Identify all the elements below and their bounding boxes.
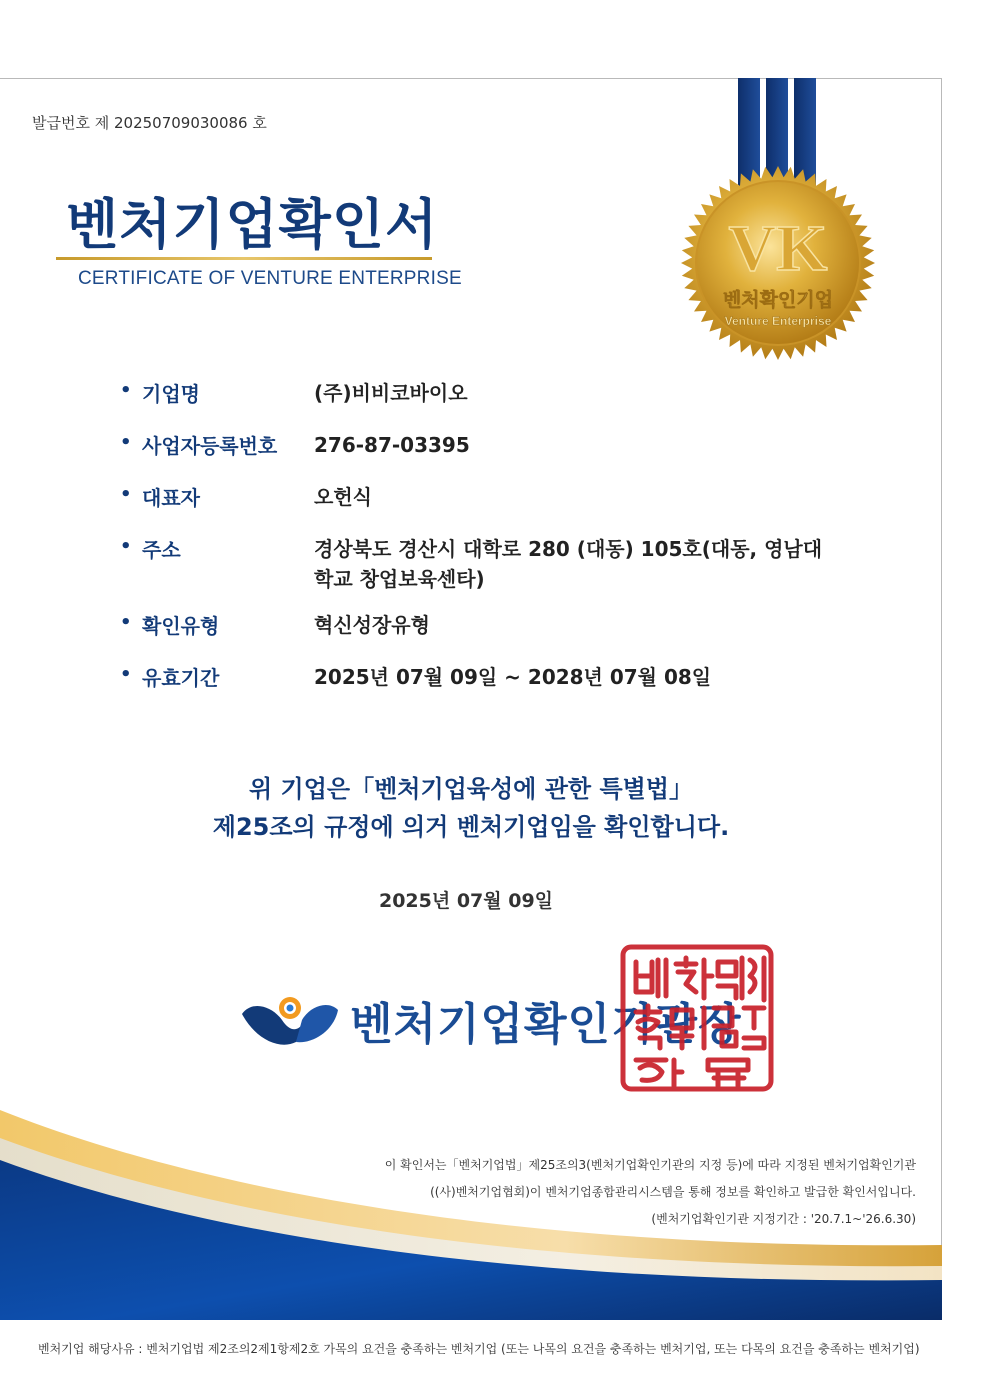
field-representative [120,482,880,512]
field-value: 276-87-03395 [314,433,470,457]
medal-label-ko: 벤처확인기업 [722,289,834,311]
note-line-2: ((사)벤처기업협회)이 벤처기업종합관리시스템을 통해 정보를 확인하고 발급한 확인서입니다. [430,1185,916,1199]
statement-line-2: 제25조의 규정에 의거 벤처기업임을 확인합니다. [212,813,730,841]
bullet: • [120,664,132,685]
bullet: • [120,612,132,633]
field-label: 유효기간 [142,666,220,690]
field-label: 기업명 [142,382,200,406]
issue-number: 발급번호 제 20250709030086 호 [32,114,267,132]
certificate-title: 벤처기업확인서 [66,193,439,256]
venture-medal-icon [678,78,878,368]
footer-reason: 벤처기업 해당사유 : 벤처기업법 제2조의2제1항제2호 가목의 요건을 충족하는 벤처기업 (또는 나목의 요건을 충족하는 벤처기업, 또는 다목의 요건을 충족하는 벤처기업) [38,1342,920,1356]
field-value: 2025년 07월 09일 ~ 2028년 07월 08일 [314,665,712,689]
field-label: 확인유형 [142,614,220,638]
field-value: (주)비비코바이오 [314,381,468,405]
field-label: 주소 [142,538,181,562]
field-value: 오헌식 [314,485,372,509]
issuer-logo-icon [238,990,342,1048]
field-company-name [120,378,880,408]
field-address [120,534,880,594]
certificate-subtitle: CERTIFICATE OF VENTURE ENTERPRISE [78,268,462,289]
field-value: 혁신성장유형 [314,613,430,637]
confirmation-statement [0,770,942,846]
field-label: 사업자등록번호 [142,434,278,458]
field-value: 경상북도 경산시 대학로 280 (대동) 105호(대동, 영남대 학교 창업보육센타) [314,537,823,591]
note-line-1: 이 확인서는「벤처기업법」제25조의3(벤처기업확인기관의 지정 등)에 따라 지정된 벤처기업확인기관 [384,1158,916,1172]
bullet: • [120,484,132,505]
official-seal-icon [618,942,776,1094]
bullet: • [120,432,132,453]
medal-mark: VK [728,212,828,285]
field-confirmation-type [120,610,880,640]
issue-date: 2025년 07월 09일 [378,890,554,912]
statement-line-1: 위 기업은「벤처기업육성에 관한 특별법」 [248,775,693,803]
issuer-name: 벤처기업확인기관장 [350,999,742,1050]
title-underline [56,257,432,260]
field-label: 대표자 [142,486,200,510]
bullet: • [120,380,132,401]
field-validity-period [120,662,880,692]
note-line-3: (벤처기업확인기관 지정기간 : '20.7.1~'26.6.30) [651,1212,916,1226]
medal-label-en: Venture Enterprise [724,314,832,328]
bullet: • [120,536,132,557]
field-business-number [120,430,880,460]
legal-notes [385,1152,916,1233]
